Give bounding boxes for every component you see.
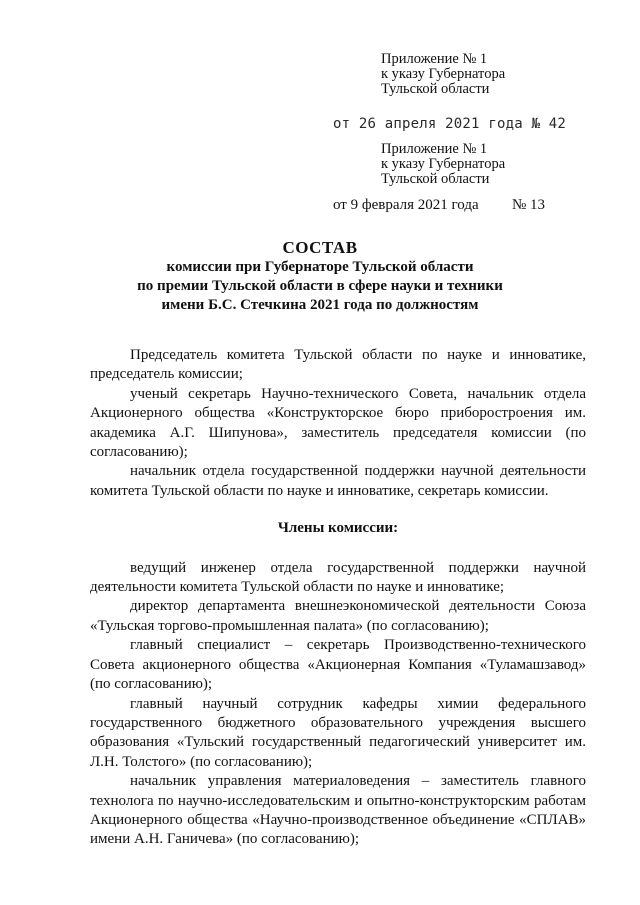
subtitle-line: имени Б.С. Стечкина 2021 года по должностям xyxy=(161,297,479,313)
appendix-header xyxy=(381,142,505,187)
member-item: директор департамента внешнеэкономической деятельности Союза «Тульская торгово-промышленная палата» (по согласованию); xyxy=(90,598,586,634)
member-item: начальник управления материаловедения – заместитель главного технолога по научно-исследовательским и опытно-конструкторским работам Акционерного общества «Научно-производственное объединение «СПЛАВ» имени А.Н. Ганичева» (по согласованию); xyxy=(90,773,586,848)
appendix-header-stamped xyxy=(381,52,505,97)
subtitle-line: комиссии при Губернаторе Тульской области xyxy=(166,259,474,275)
subtitle-line: по премии Тульской области в сфере науки и техники xyxy=(137,278,503,294)
member-item: ведущий инженер отдела государственной поддержки научной деятельности комитета Тульской области по науке и инноватике; xyxy=(90,559,586,596)
decree-line: к указу Губернатора xyxy=(381,66,506,82)
member-item: главный специалист – секретарь Производственно-технического Совета акционерного общества «Акционерная Компания «Туламашзавод» (по согласованию); xyxy=(90,637,586,693)
member-item: главный научный сотрудник кафедры химии федерального государственного бюджетного образовательного учреждения высшего образования «Тульский государственный педагогический университет им. Л.Н. Толстого» (по согласованию); xyxy=(90,695,586,770)
chair-item: ученый секретарь Научно-технического Совета, начальник отдела Акционерного общества «Конструкторское бюро приборостроения им. академика А.Г. Шипунова», заместитель председателя комиссии (по согласованию); xyxy=(90,385,586,461)
decree-number: № 13 xyxy=(512,197,546,213)
members-heading: Члены комиссии: xyxy=(277,520,399,537)
appendix-line: Приложение № 1 xyxy=(381,51,488,67)
typed-decree-date: от 26 апреля 2021 года № 42 xyxy=(333,116,566,132)
document-subtitle xyxy=(0,258,640,315)
document-body xyxy=(90,346,586,850)
chair-item: Председатель комитета Тульской области по науке и инноватике, председатель комиссии; xyxy=(90,347,586,383)
decree-line: к указу Губернатора xyxy=(381,156,506,172)
appendix-line: Приложение № 1 xyxy=(381,141,488,157)
region-line: Тульской области xyxy=(381,171,490,187)
chair-item: начальник отдела государственной поддержки научной деятельности комитета Тульской области по науке и инноватике, секретарь комиссии. xyxy=(90,463,586,499)
region-line: Тульской области xyxy=(381,81,490,97)
document-title: СОСТАВ xyxy=(282,238,358,257)
decree-date: от 9 февраля 2021 года xyxy=(333,197,479,213)
